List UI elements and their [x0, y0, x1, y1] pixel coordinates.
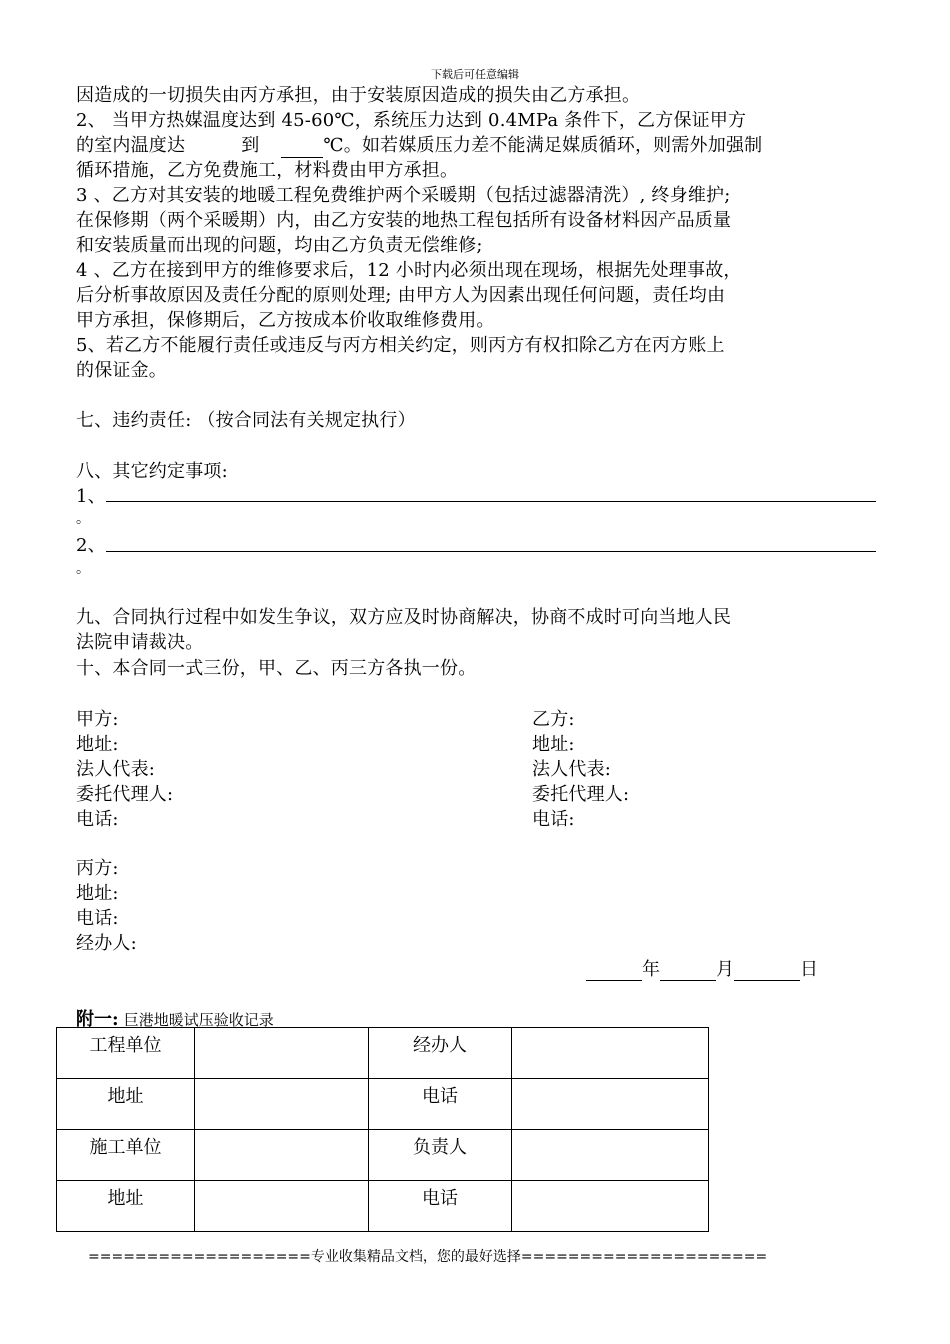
table-cell-label: 地址	[57, 1181, 195, 1232]
table-cell-value[interactable]	[512, 1079, 709, 1130]
party-a-name-label: 甲方:	[76, 709, 119, 730]
clause-3-line: 在保修期（两个采暖期）内，由乙方安装的地热工程包括所有设备材料因产品质量	[76, 210, 732, 231]
temperature-blank[interactable]	[281, 137, 323, 158]
table-row	[57, 1079, 709, 1130]
table-cell-label: 工程单位	[57, 1028, 195, 1079]
section-10-text: 十、本合同一式三份，甲、乙、丙三方各执一份。	[76, 658, 477, 679]
day-label: 日	[800, 959, 818, 980]
section-8-heading: 八、其它约定事项:	[76, 461, 228, 482]
table-cell-value[interactable]	[195, 1028, 369, 1079]
table-cell-value[interactable]	[512, 1028, 709, 1079]
month-blank[interactable]	[660, 960, 716, 981]
section-8-item-1-period: 。	[76, 511, 90, 527]
party-b-address-label: 地址:	[532, 734, 575, 755]
section-8-item-2-blank[interactable]	[106, 551, 876, 552]
section-9-line: 九、合同执行过程中如发生争议，双方应及时协商解决，协商不成时可向当地人民	[76, 607, 732, 628]
table-cell-label: 地址	[57, 1079, 195, 1130]
clause-2-line: 2、 当甲方热媒温度达到 45-60℃，系统压力达到 0.4MPa 条件下，乙方保证甲方	[76, 110, 747, 131]
clause-4-line: 后分析事故原因及责任分配的原则处理; 由甲方人为因素出现任何问题，责任均由	[76, 285, 726, 306]
party-a-agent-label: 委托代理人:	[76, 784, 174, 805]
pressure-test-record-table	[56, 1027, 709, 1232]
party-b-phone-label: 电话:	[532, 809, 575, 830]
year-label: 年	[642, 959, 660, 980]
party-a-phone-label: 电话:	[76, 809, 119, 830]
appendix-title: 巨港地暖试压验收记录	[123, 1011, 274, 1029]
clause-5-line: 的保证金。	[76, 360, 167, 381]
page-footer: ===================专业收集精品文档，您的最好选择=====================	[88, 1249, 768, 1265]
table-cell-value[interactable]	[195, 1079, 369, 1130]
table-cell-label: 电话	[369, 1079, 512, 1130]
year-blank[interactable]	[586, 960, 642, 981]
appendix-label: 附一:	[76, 1009, 119, 1030]
clause-4-line: 4 、乙方在接到甲方的维修要求后，12 小时内必须出现在现场，根据先处理事故，	[76, 260, 742, 281]
party-a-address-label: 地址:	[76, 734, 119, 755]
table-cell-label: 施工单位	[57, 1130, 195, 1181]
section-8-item-2-label: 2、	[76, 535, 106, 556]
party-a-legal-rep-label: 法人代表:	[76, 759, 156, 780]
day-blank[interactable]	[734, 960, 800, 981]
party-c-address-label: 地址:	[76, 883, 119, 904]
table-cell-value[interactable]	[195, 1130, 369, 1181]
table-cell-value[interactable]	[512, 1181, 709, 1232]
month-label: 月	[716, 959, 734, 980]
temperature-to-label: 到	[241, 135, 260, 156]
party-b-legal-rep-label: 法人代表:	[532, 759, 612, 780]
party-c-phone-label: 电话:	[76, 908, 119, 929]
section-8-item-1-label: 1、	[76, 486, 106, 507]
clause-3-line: 和安装质量而出现的问题，均由乙方负责无偿维修;	[76, 235, 483, 256]
section-8-item-1-blank[interactable]	[106, 501, 876, 502]
clause-2-line: 循环措施，乙方免费施工，材料费由甲方承担。	[76, 160, 459, 181]
party-b-agent-label: 委托代理人:	[532, 784, 630, 805]
page-header: 下载后可任意编辑	[431, 68, 519, 81]
party-c-name-label: 丙方:	[76, 858, 119, 879]
clause-5-line: 5、若乙方不能履行责任或违反与丙方相关约定，则丙方有权扣除乙方在丙方账上	[76, 335, 725, 356]
temperature-label: 的室内温度达	[76, 135, 186, 156]
table-cell-value[interactable]	[195, 1181, 369, 1232]
clause-text-line: 因造成的一切损失由丙方承担，由于安装原因造成的损失由乙方承担。	[76, 85, 641, 106]
party-b-name-label: 乙方:	[532, 709, 575, 730]
section-9-line: 法院申请裁决。	[76, 632, 204, 653]
table-cell-label: 电话	[369, 1181, 512, 1232]
table-row	[57, 1181, 709, 1232]
clause-3-line: 3 、乙方对其安装的地暖工程免费维护两个采暖期（包括过滤器清洗）, 终身维护;	[76, 185, 731, 206]
temperature-unit-text: ℃。如若媒质压力差不能满足媒质循环，则需外加强制	[323, 135, 763, 156]
table-cell-value[interactable]	[512, 1130, 709, 1181]
table-cell-label: 经办人	[369, 1028, 512, 1079]
table-row	[57, 1130, 709, 1181]
table-row	[57, 1028, 709, 1079]
party-c-handler-label: 经办人:	[76, 933, 137, 954]
clause-2-line	[76, 133, 762, 158]
section-7-heading: 七、违约责任: （按合同法有关规定执行）	[76, 410, 416, 431]
signing-date	[586, 955, 818, 981]
table-cell-label: 负责人	[369, 1130, 512, 1181]
clause-4-line: 甲方承担，保修期后，乙方按成本价收取维修费用。	[76, 310, 495, 331]
section-8-item-2-period: 。	[76, 561, 90, 577]
